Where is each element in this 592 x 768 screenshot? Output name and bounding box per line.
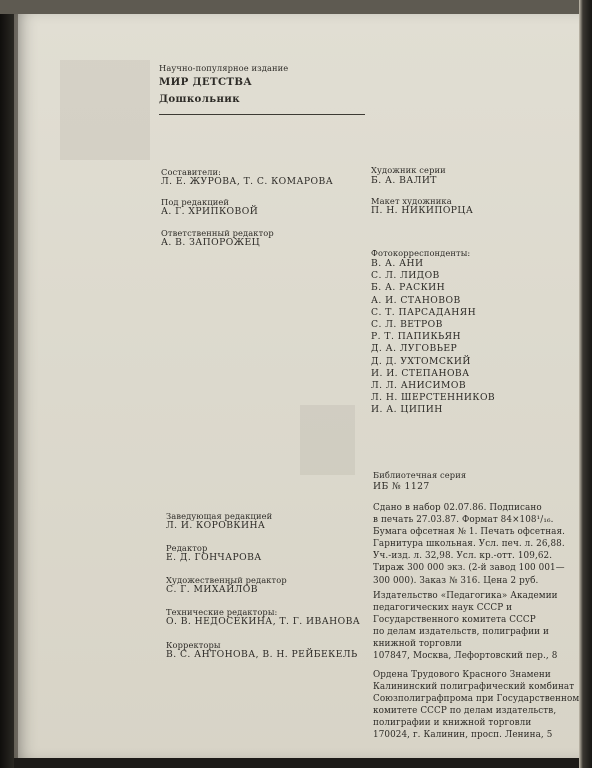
page-binding-shadow [14, 14, 18, 758]
list-item: Л. Л. АНИСИМОВ [371, 380, 467, 392]
list-item: С. Т. ПАРСАДАНЯН [371, 306, 477, 318]
list-item: Б. А. РАСКИН [371, 282, 446, 294]
layout-artist-label: Макет художника [371, 196, 452, 206]
proofreaders-names: В. С. АНТОНОВА, В. Н. РЕЙБЕКЕЛЬ [166, 649, 358, 660]
list-item: А. И. СТАНОВОВ [371, 294, 461, 306]
edition-type: Научно-популярное издание [159, 63, 289, 73]
publisher-info-line: Государственного комитета СССР [373, 615, 536, 626]
print-info [373, 502, 565, 587]
print-info-line: Сдано в набор 02.07.86. Подписано [373, 503, 542, 513]
series-artist-label: Художник серии [371, 165, 446, 175]
list-item: В. А. АНИ [371, 258, 424, 269]
printer-info-line: Ордена Трудового Красного Знамени [373, 670, 551, 680]
technical-editors-label: Технические редакторы: [166, 607, 278, 617]
list-item: Д. А. ЛУГОВЬЕР [371, 343, 458, 355]
editor-name: Е. Д. ГОНЧАРОВА [166, 552, 262, 563]
scan-top-edge [0, 0, 592, 14]
photographers-label: Фотокорреспонденты: [371, 248, 471, 258]
print-info-line: Гарнитура школьная. Усл. печ. л. 26,88. [373, 539, 565, 550]
responsible-editor-label: Ответственный редактор [161, 228, 274, 238]
bleed-through-shadow [60, 60, 150, 160]
series-title: МИР ДЕТСТВА [159, 76, 252, 88]
print-info-line: в печать 27.03.87. Формат 84×108¹/₁₆. [373, 515, 554, 526]
publisher-info-line: педагогических наук СССР и [373, 603, 513, 614]
book-edge-right [579, 0, 592, 768]
printer-info-line: 170024, г. Калинин, просп. Ленина, 5 [373, 730, 553, 741]
book-spine-left [0, 14, 14, 768]
list-item: С. Л. ВЕТРОВ [371, 319, 443, 331]
print-info-line: Уч.-изд. л. 32,98. Усл. кр.-отт. 109,62. [373, 551, 553, 562]
print-info-line: Тираж 300 000 экз. (2-й завод 100 001— [373, 563, 565, 574]
printer-info-line: комитете СССР по делам издательств, [373, 706, 557, 717]
printer-info-line: Союзполиграфпрома при Государственном [373, 694, 580, 705]
publisher-info [373, 590, 558, 663]
layout-artist-name: П. Н. НИКИПОРЦА [371, 205, 474, 216]
editor-label: Редактор [166, 543, 208, 553]
bleed-through-shadow [300, 405, 355, 475]
photographers-list [371, 258, 495, 417]
list-item: Л. Н. ШЕРСТЕННИКОВ [371, 392, 496, 404]
responsible-editor-name: А. В. ЗАПОРОЖЕЦ [161, 237, 261, 248]
technical-editors-names: О. В. НЕДОСЕКИНА, Т. Г. ИВАНОВА [166, 616, 361, 627]
proofreaders-label: Корректоры [166, 640, 221, 650]
title-rule [159, 114, 365, 115]
publisher-info-line: по делам издательств, полиграфии и [373, 627, 549, 638]
printer-info-line: полиграфии и книжной торговли [373, 718, 532, 729]
publisher-info-line: книжной торговли [373, 639, 462, 650]
managing-editor-name: Л. И. КОРОВКИНА [166, 520, 266, 531]
art-editor-label: Художественный редактор [166, 575, 287, 585]
compilers-label: Составители: [161, 167, 222, 177]
list-item: Р. Т. ПАПИКЬЯН [371, 331, 462, 343]
editor-in-chief-label: Под редакцией [161, 197, 230, 207]
art-editor-name: С. Г. МИХАЙЛОВ [166, 584, 258, 595]
print-info-line: 300 000). Заказ № 316. Цена 2 руб. [373, 575, 539, 586]
library-series-label: Библиотечная серия [373, 470, 467, 480]
printer-info-line: Калининский полиграфический комбинат [373, 682, 575, 693]
list-item: Д. Д. УХТОМСКИЙ [371, 355, 471, 367]
print-info-line: Бумага офсетная № 1. Печать офсетная. [373, 527, 566, 538]
printer-info [373, 669, 579, 742]
publisher-info-line: Издательство «Педагогика» Академии [373, 591, 558, 601]
publisher-info-line: 107847, Москва, Лефортовский пер., 8 [373, 651, 558, 662]
compilers-names: Л. Е. ЖУРОВА, Т. С. КОМАРОВА [161, 176, 334, 187]
editor-in-chief-name: А. Г. ХРИПКОВОЙ [161, 206, 259, 217]
list-item: И. А. ЦИПИН [371, 404, 443, 416]
managing-editor-label: Заведующая редакцией [166, 511, 273, 521]
list-item: С. Л. ЛИДОВ [371, 270, 440, 282]
book-title: Дошкольник [159, 93, 240, 105]
ib-number: ИБ № 1127 [373, 481, 430, 492]
list-item: И. И. СТЕПАНОВА [371, 367, 470, 379]
series-artist-name: Б. А. ВАЛИТ [371, 175, 437, 186]
